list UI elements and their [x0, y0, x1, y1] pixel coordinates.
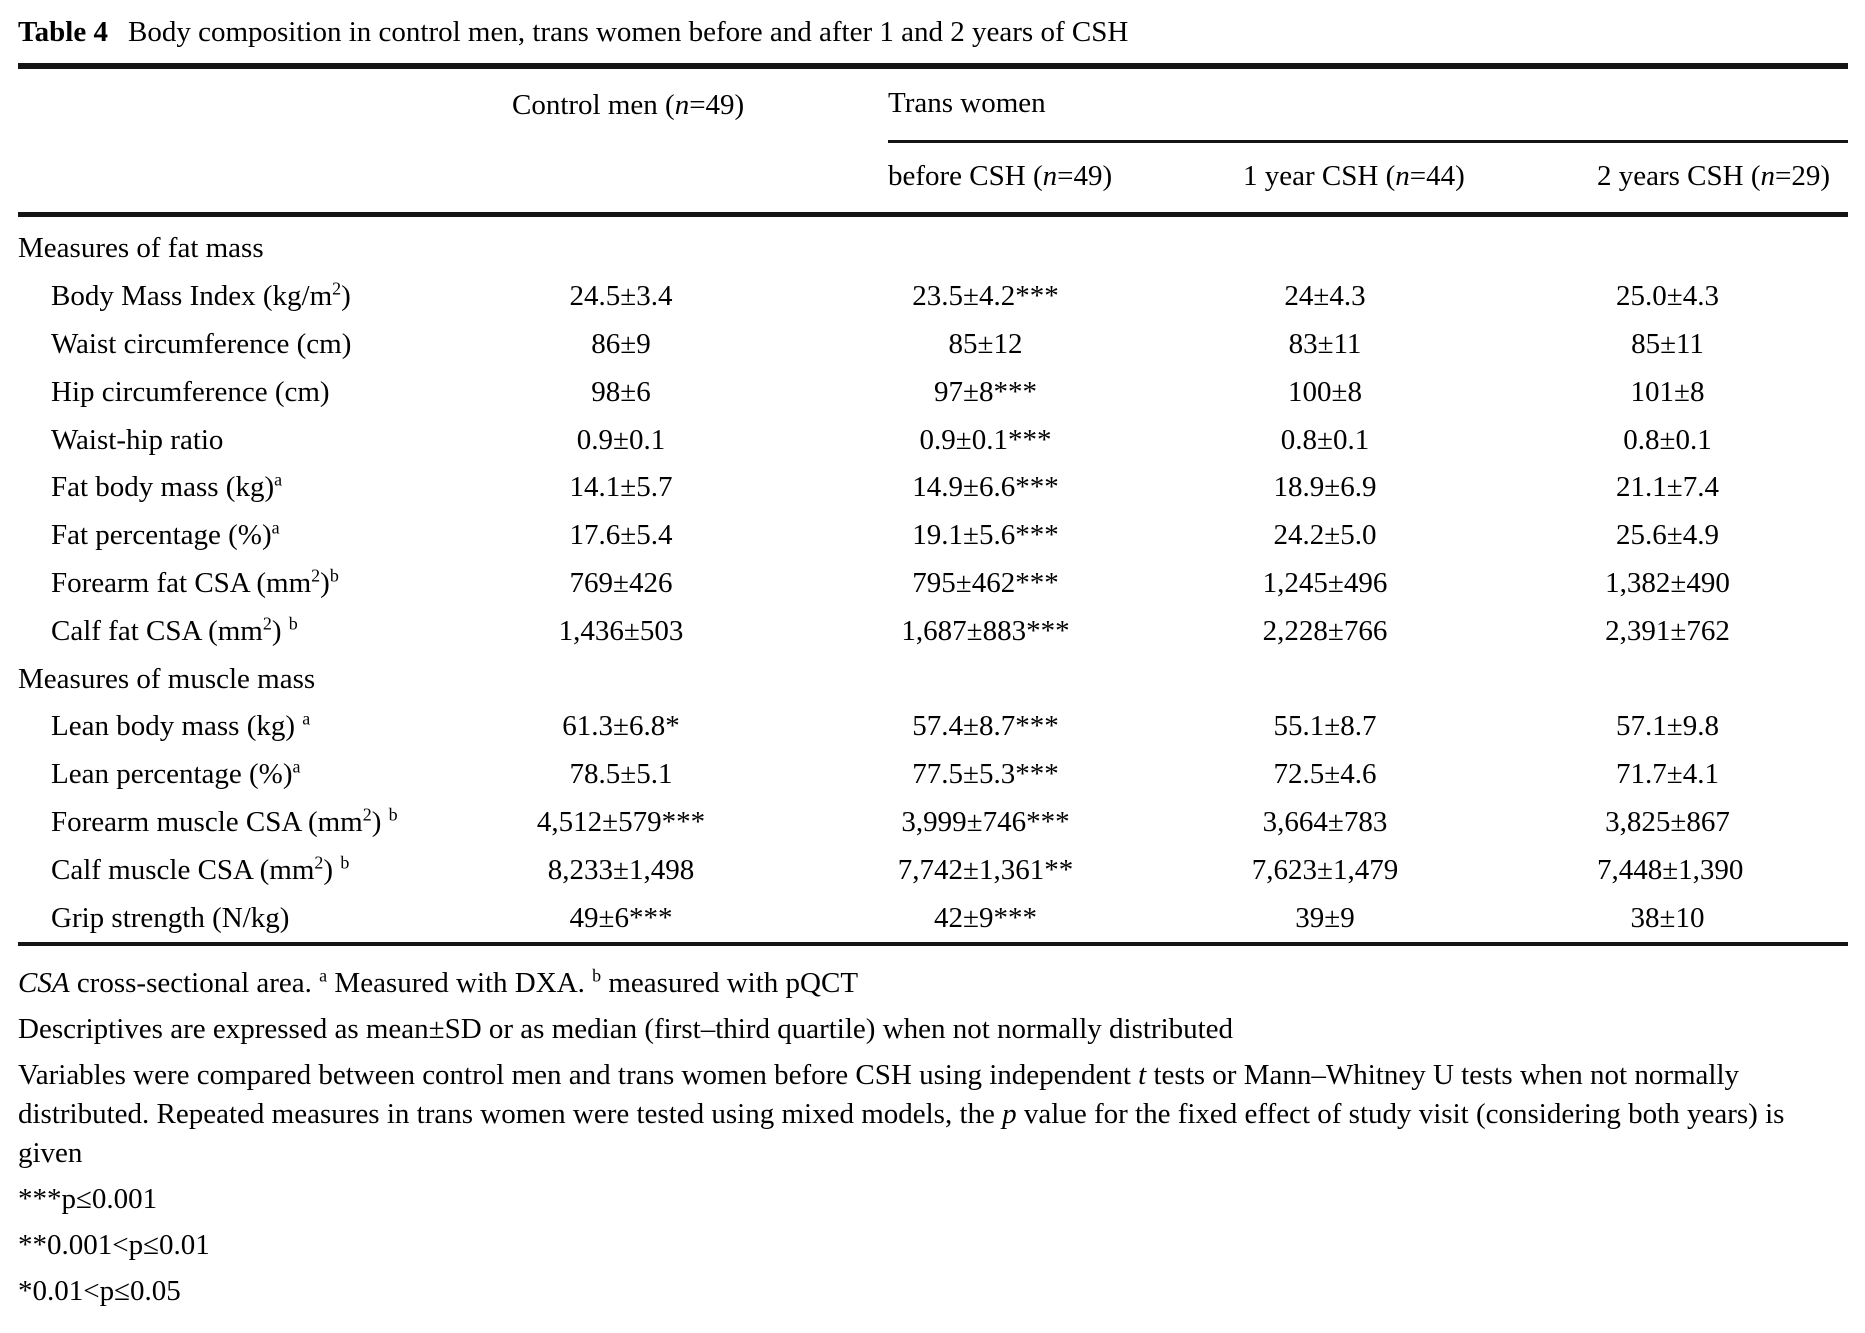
- row-label: Forearm muscle CSA $(mm^2)$ $^b$: [51, 804, 398, 838]
- footnote: CSA cross-sectional area. $^a$ Measured with DXA. $^b$ measured with pQCT: [18, 965, 859, 999]
- table-row: [18, 846, 1848, 894]
- value-cell: 0.9±0.1***: [919, 423, 1052, 456]
- value-cell: 7,623±1,479: [1251, 853, 1399, 886]
- body-composition-table: [18, 69, 1848, 946]
- row-label: Lean percentage (%)$^a$: [51, 756, 301, 791]
- value-cell: 25.0±4.3: [1616, 280, 1719, 313]
- table-row: [18, 512, 1848, 560]
- value-cell: 98±6: [591, 375, 651, 408]
- value-cell: 38±10: [1630, 901, 1705, 934]
- value-cell: 24.5±3.4: [569, 280, 673, 313]
- value-cell: 97±8***: [934, 375, 1037, 408]
- value-cell: 1,245±496: [1262, 566, 1388, 599]
- value-cell: 83±11: [1288, 327, 1362, 360]
- footnote: *0.01<p≤0.05: [18, 1274, 181, 1307]
- value-cell: 2,228±766: [1262, 614, 1388, 647]
- value-cell: 769±426: [569, 566, 673, 599]
- column-header-1-year-csh: 1 year CSH (n=44): [1243, 160, 1465, 192]
- value-cell: 7,448±1,390: [1597, 853, 1744, 886]
- value-cell: 2,391±762: [1605, 614, 1730, 647]
- value-cell: 1,687±883***: [901, 614, 1070, 647]
- value-cell: 49±6***: [569, 901, 673, 934]
- value-cell: 86±9: [591, 327, 651, 360]
- value-cell: 77.5±5.3***: [912, 758, 1059, 791]
- value-cell: 1,382±490: [1605, 566, 1730, 599]
- footnote: **0.001<p≤0.01: [18, 1228, 210, 1261]
- value-cell: 55.1±8.7: [1273, 710, 1377, 743]
- value-cell: 4,512±579***: [536, 805, 706, 838]
- section-label: Measures of muscle mass: [18, 662, 316, 695]
- table-row: [18, 368, 1848, 416]
- row-label: Calf fat CSA $(mm^2)$ $^b$: [51, 613, 298, 647]
- value-cell: 57.4±8.7***: [912, 710, 1059, 743]
- value-cell: 24±4.3: [1284, 280, 1366, 313]
- table-section-row: [18, 225, 1848, 273]
- row-label: Fat body mass (kg)$^a$: [51, 469, 283, 504]
- footnote: Variables were compared between control men and trans women before CSH using independent t tests or Mann–Whitney U tests when not normally distributed. Repeated measures in trans women were tested using mixed models, the p value for the fixed effect of study visit (considering both years) is given: [18, 1058, 1785, 1169]
- table-rule-bottom: [18, 942, 1848, 946]
- value-cell: 100±8: [1288, 375, 1362, 408]
- table-row: [18, 560, 1848, 608]
- table-section-row: [18, 655, 1848, 703]
- value-cell: 3,664±783: [1262, 805, 1388, 838]
- value-cell: 21.1±7.4: [1616, 471, 1719, 504]
- row-label: Forearm fat CSA $(mm^2)^b$: [51, 565, 339, 599]
- value-cell: 3,999±746***: [901, 805, 1070, 838]
- value-cell: 14.1±5.7: [569, 471, 673, 504]
- value-cell: 42±9***: [934, 901, 1037, 934]
- value-cell: 0.9±0.1: [576, 423, 666, 456]
- value-cell: 8,233±1,498: [547, 853, 695, 886]
- value-cell: 24.2±5.0: [1273, 519, 1377, 552]
- table-row: [18, 464, 1848, 512]
- value-cell: 7,742±1,361**: [897, 853, 1074, 886]
- table-title-label: Table 4: [18, 16, 108, 48]
- column-header-2-years-csh: 2 years CSH (n=29): [1597, 160, 1831, 192]
- value-cell: 78.5±5.1: [569, 758, 673, 791]
- column-header-before-csh: before CSH (n=49): [888, 160, 1113, 192]
- value-cell: 3,825±867: [1605, 805, 1730, 838]
- table-title-text: Body composition in control men, trans women before and after 1 and 2 years of CSH: [128, 16, 1129, 48]
- value-cell: 39±9: [1295, 901, 1355, 934]
- value-cell: 14.9±6.6***: [912, 471, 1059, 504]
- column-group-label: Trans women: [888, 87, 1046, 119]
- column-group-trans-women: [888, 68, 1848, 143]
- value-cell: 17.6±5.4: [569, 519, 673, 552]
- table-row: [18, 416, 1848, 464]
- row-label: Fat percentage (%)$^a$: [51, 517, 280, 552]
- value-cell: 72.5±4.6: [1273, 758, 1377, 791]
- table-row: [18, 799, 1848, 847]
- value-cell: 85±11: [1631, 327, 1704, 360]
- row-label: Body Mass Index $(kg/m^2)$: [51, 278, 351, 313]
- value-cell: 0.8±0.1: [1623, 423, 1712, 456]
- footnote: ***p≤0.001: [18, 1182, 158, 1215]
- table-body: [18, 217, 1848, 942]
- value-cell: 57.1±9.8: [1616, 710, 1719, 743]
- value-cell: 19.1±5.6***: [912, 519, 1059, 552]
- value-cell: 71.7±4.1: [1616, 758, 1719, 791]
- table-row: [18, 751, 1848, 799]
- row-label: Lean body mass (kg) $^a$: [51, 708, 311, 743]
- table-row: [18, 273, 1848, 321]
- column-header-control-men: Control men (n=49): [512, 88, 745, 121]
- section-label: Measures of fat mass: [18, 232, 264, 265]
- row-label: Grip strength (N/kg): [51, 901, 290, 934]
- table-row: [18, 703, 1848, 751]
- footnote: Descriptives are expressed as mean±SD or as median (first–third quartile) when not normally distributed: [18, 1012, 1234, 1045]
- table-header-row-groups: [18, 69, 1848, 141]
- value-cell: 23.5±4.2***: [912, 280, 1059, 313]
- value-cell: 1,436±503: [558, 614, 684, 647]
- row-label: Hip circumference (cm): [51, 375, 330, 408]
- row-label: Calf muscle CSA $(mm^2)$ $^b$: [51, 852, 350, 886]
- row-label: Waist circumference (cm): [51, 327, 352, 360]
- table-title: [18, 12, 1848, 52]
- table-footnotes: [18, 964, 1848, 1311]
- table-row: [18, 894, 1848, 942]
- row-label: Waist-hip ratio: [51, 423, 224, 456]
- value-cell: 85±12: [948, 327, 1023, 360]
- value-cell: 0.8±0.1: [1280, 423, 1370, 456]
- table-header-row-subcolumns: [18, 141, 1848, 212]
- value-cell: 61.3±6.8*: [562, 710, 680, 743]
- value-cell: 18.9±6.9: [1273, 471, 1377, 504]
- value-cell: 795±462***: [912, 566, 1059, 599]
- table-row: [18, 321, 1848, 369]
- value-cell: 101±8: [1630, 375, 1705, 408]
- table-row: [18, 607, 1848, 655]
- value-cell: 25.6±4.9: [1616, 519, 1719, 552]
